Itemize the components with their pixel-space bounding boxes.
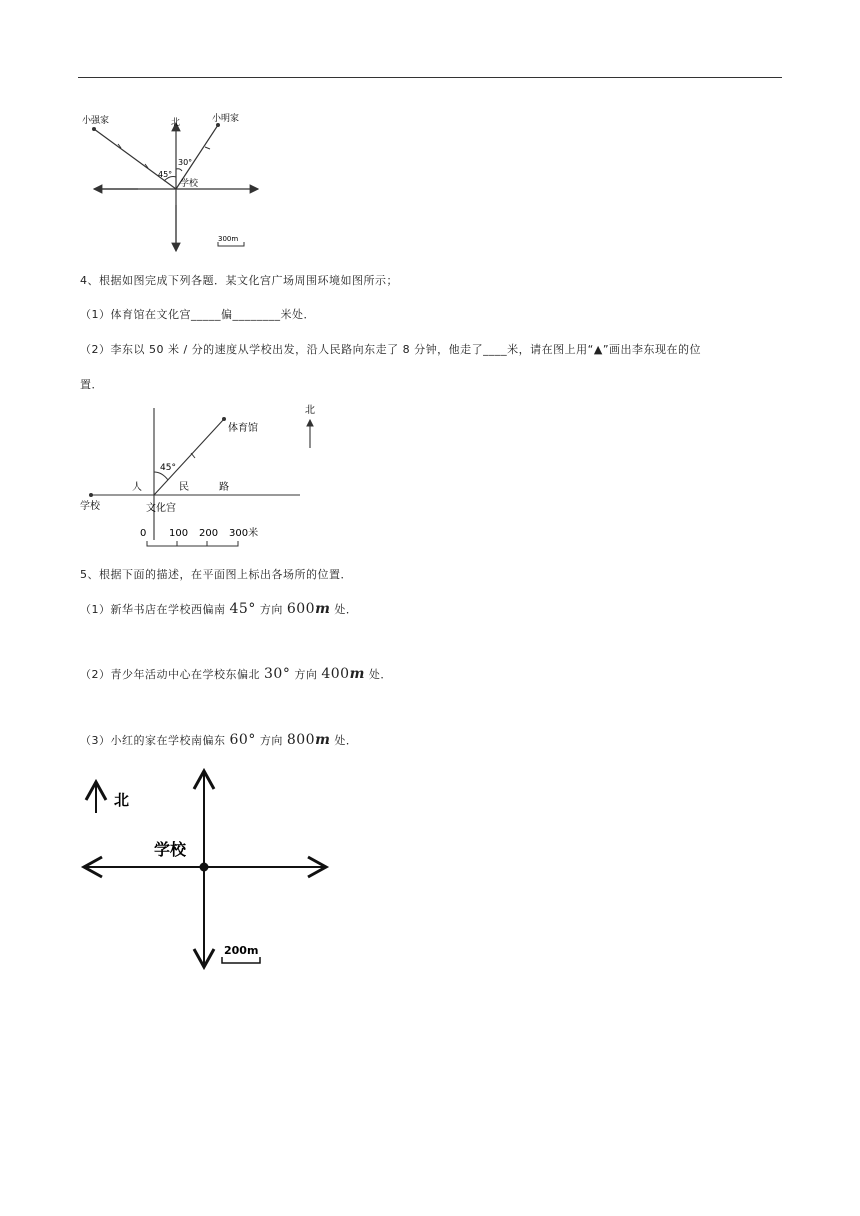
- fig1-point-xiaoqiang: [92, 127, 96, 131]
- fig2-point-stadium: [222, 417, 226, 421]
- q5-p3-pre: （3）小红的家在学校南偏东: [80, 734, 230, 747]
- q5-p1-post: 处．: [330, 603, 358, 616]
- fig2-road-char-1: 人: [132, 482, 142, 493]
- fig1-label-xiaoqiang: 小强家: [82, 116, 110, 126]
- fig2-tick: [191, 453, 195, 458]
- fig1-tick-3: [205, 147, 210, 149]
- q5-p2-angle: 30°: [264, 666, 291, 682]
- fig2-label-north: 北: [305, 405, 315, 416]
- fig2-scale-100: 100: [169, 528, 189, 539]
- figure1-direction-diagram: [78, 105, 278, 255]
- q5-p2-pre: （2）青少年活动中心在学校东偏北: [80, 668, 264, 681]
- fig1-scale-label: 300m: [218, 235, 239, 243]
- fig1-line-xiaoqiang: [94, 129, 176, 189]
- q5-p3-mid: 方向: [255, 734, 287, 747]
- q4-part1: （1）体育馆在文化宫_____偏________米处．: [80, 308, 315, 321]
- fig2-label-school: 学校: [80, 501, 100, 512]
- fig2-road-char-3: 路: [219, 482, 229, 493]
- q5-part1: [80, 601, 357, 617]
- fig2-scale-bar: [147, 541, 238, 546]
- header-rule: [78, 77, 782, 78]
- fig2-scale-200: 200: [199, 528, 219, 539]
- fig3-label-school: 学校: [154, 840, 187, 859]
- q5-p1-unit: m: [315, 601, 331, 617]
- q5-p2-post: 处．: [364, 668, 392, 681]
- q5-p1-angle: 45°: [229, 601, 256, 617]
- fig2-scale-0: 0: [140, 528, 147, 539]
- fig1-label-xiaoming: 小明家: [212, 114, 240, 124]
- fig2-label-palace: 文化宫: [146, 503, 176, 514]
- q5-p3-angle: 60°: [229, 732, 256, 748]
- q5-p3-post: 处．: [330, 734, 358, 747]
- fig1-angle-45: 45°: [158, 170, 173, 179]
- fig3-point-school: [200, 863, 209, 872]
- q5-p3-unit: m: [315, 732, 331, 748]
- figure3-school-plan: [78, 765, 338, 975]
- fig1-label-school: 学校: [180, 179, 199, 189]
- fig2-point-school: [89, 493, 93, 497]
- fig3-label-north: 北: [114, 791, 130, 809]
- fig2-angle-45: 45°: [160, 463, 176, 473]
- fig1-angle-arc-30: [176, 169, 182, 171]
- fig1-angle-30: 30°: [178, 158, 193, 167]
- q5-p3-dist: 800: [286, 732, 316, 748]
- fig3-scale-bar: [222, 957, 260, 963]
- q5-part3: [80, 732, 357, 748]
- q5-p2-unit: m: [349, 666, 365, 682]
- fig1-label-north: 北: [171, 118, 181, 128]
- q4-intro: 4、根据如图完成下列各题．某文化宫广场周围环境如图所示；: [80, 274, 398, 287]
- q4-part2-line1: （2）李东以 50 米 / 分的速度从学校出发，沿人民路向东走了 8 分钟，他走了____米，请在图上用“▲”画出李东现在的位: [80, 343, 702, 356]
- q5-p2-dist: 400: [321, 666, 350, 682]
- q5-part2: [80, 666, 392, 682]
- q5-p1-mid: 方向: [255, 603, 287, 616]
- q5-p1-pre: （1）新华书店在学校西偏南: [80, 603, 230, 616]
- q4-part2-line2: 置．: [80, 378, 103, 391]
- q5-intro: 5、根据下面的描述，在平面图上标出各场所的位置．: [80, 568, 352, 581]
- fig2-angle-arc: [154, 472, 168, 480]
- fig2-label-stadium: 体育馆: [228, 423, 258, 434]
- fig2-line-stadium: [154, 419, 224, 495]
- fig2-road-char-2: 民: [179, 482, 189, 493]
- figure2-cultural-palace-map: [78, 398, 318, 558]
- fig2-scale-300: 300米: [229, 528, 259, 539]
- q5-p1-dist: 600: [286, 601, 316, 617]
- q5-p2-mid: 方向: [290, 668, 322, 681]
- fig3-scale-label: 200m: [224, 944, 259, 957]
